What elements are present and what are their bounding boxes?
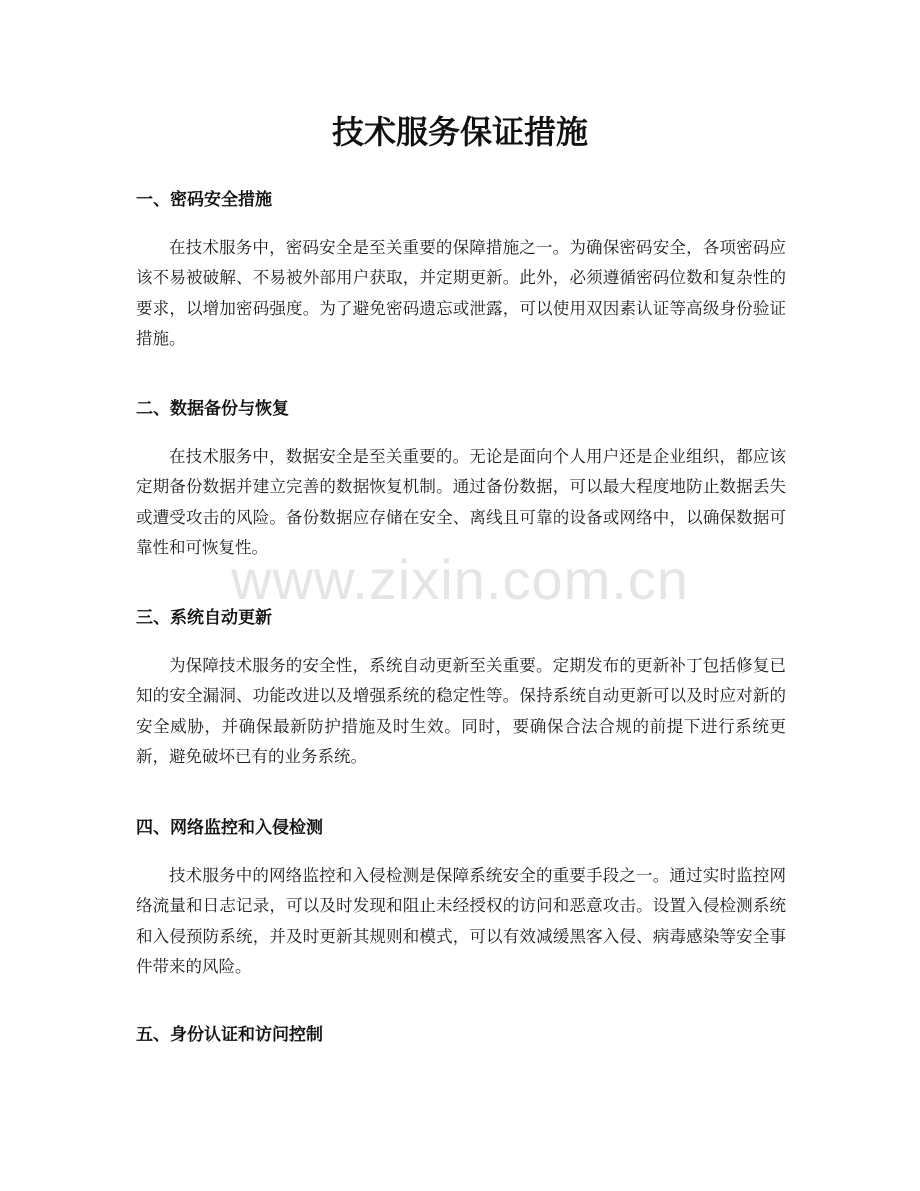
page-title: 技术服务保证措施 — [331, 113, 588, 151]
section-heading: 四、网络监控和入侵检测 — [136, 818, 323, 838]
section-password-security — [136, 187, 786, 355]
section-network-monitoring — [136, 815, 786, 983]
section-data-backup — [136, 396, 786, 564]
section-heading: 一、密码安全措施 — [136, 190, 272, 210]
section-identity-access — [136, 1022, 786, 1048]
section-heading: 五、身份认证和访问控制 — [136, 1025, 323, 1045]
section-body: 技术服务中的网络监控和入侵检测是保障系统安全的重要手段之一。通过实时监控网络流量和日志记录，可以及时发现和阻止未经授权的访问和恶意攻击。设置入侵检测系统和入侵预防系统，并及时更新其规则和模式，可以有效减缓黑客入侵、病毒感染等安全事件带来的风险。 — [136, 866, 786, 977]
section-body: 在技术服务中，数据安全是至关重要的。无论是面向个人用户还是企业组织，都应该定期备份数据并建立完善的数据恢复机制。通过备份数据，可以最大程度地防止数据丢失或遭受攻击的风险。备份数据应存储在安全、离线且可靠的设备或网络中，以确保数据可靠性和可恢复性。 — [136, 447, 786, 558]
watermark: www.zixin.com.cn — [231, 548, 689, 611]
section-heading: 三、系统自动更新 — [136, 608, 272, 628]
section-system-update — [136, 605, 786, 773]
section-body: 在技术服务中，密码安全是至关重要的保障措施之一。为确保密码安全，各项密码应该不易被破解、不易被外部用户获取，并定期更新。此外，必须遵循密码位数和复杂性的要求，以增加密码强度。为了避免密码遗忘或泄露，可以使用双因素认证等高级身份验证措施。 — [136, 238, 786, 349]
section-body: 为保障技术服务的安全性，系统自动更新至关重要。定期发布的更新补丁包括修复已知的安全漏洞、功能改进以及增强系统的稳定性等。保持系统自动更新可以及时应对新的安全威胁，并确保最新防护措施及时生效。同时，要确保合法合规的前提下进行系统更新，避免破坏已有的业务系统。 — [136, 656, 786, 767]
section-heading: 二、数据备份与恢复 — [136, 399, 289, 419]
